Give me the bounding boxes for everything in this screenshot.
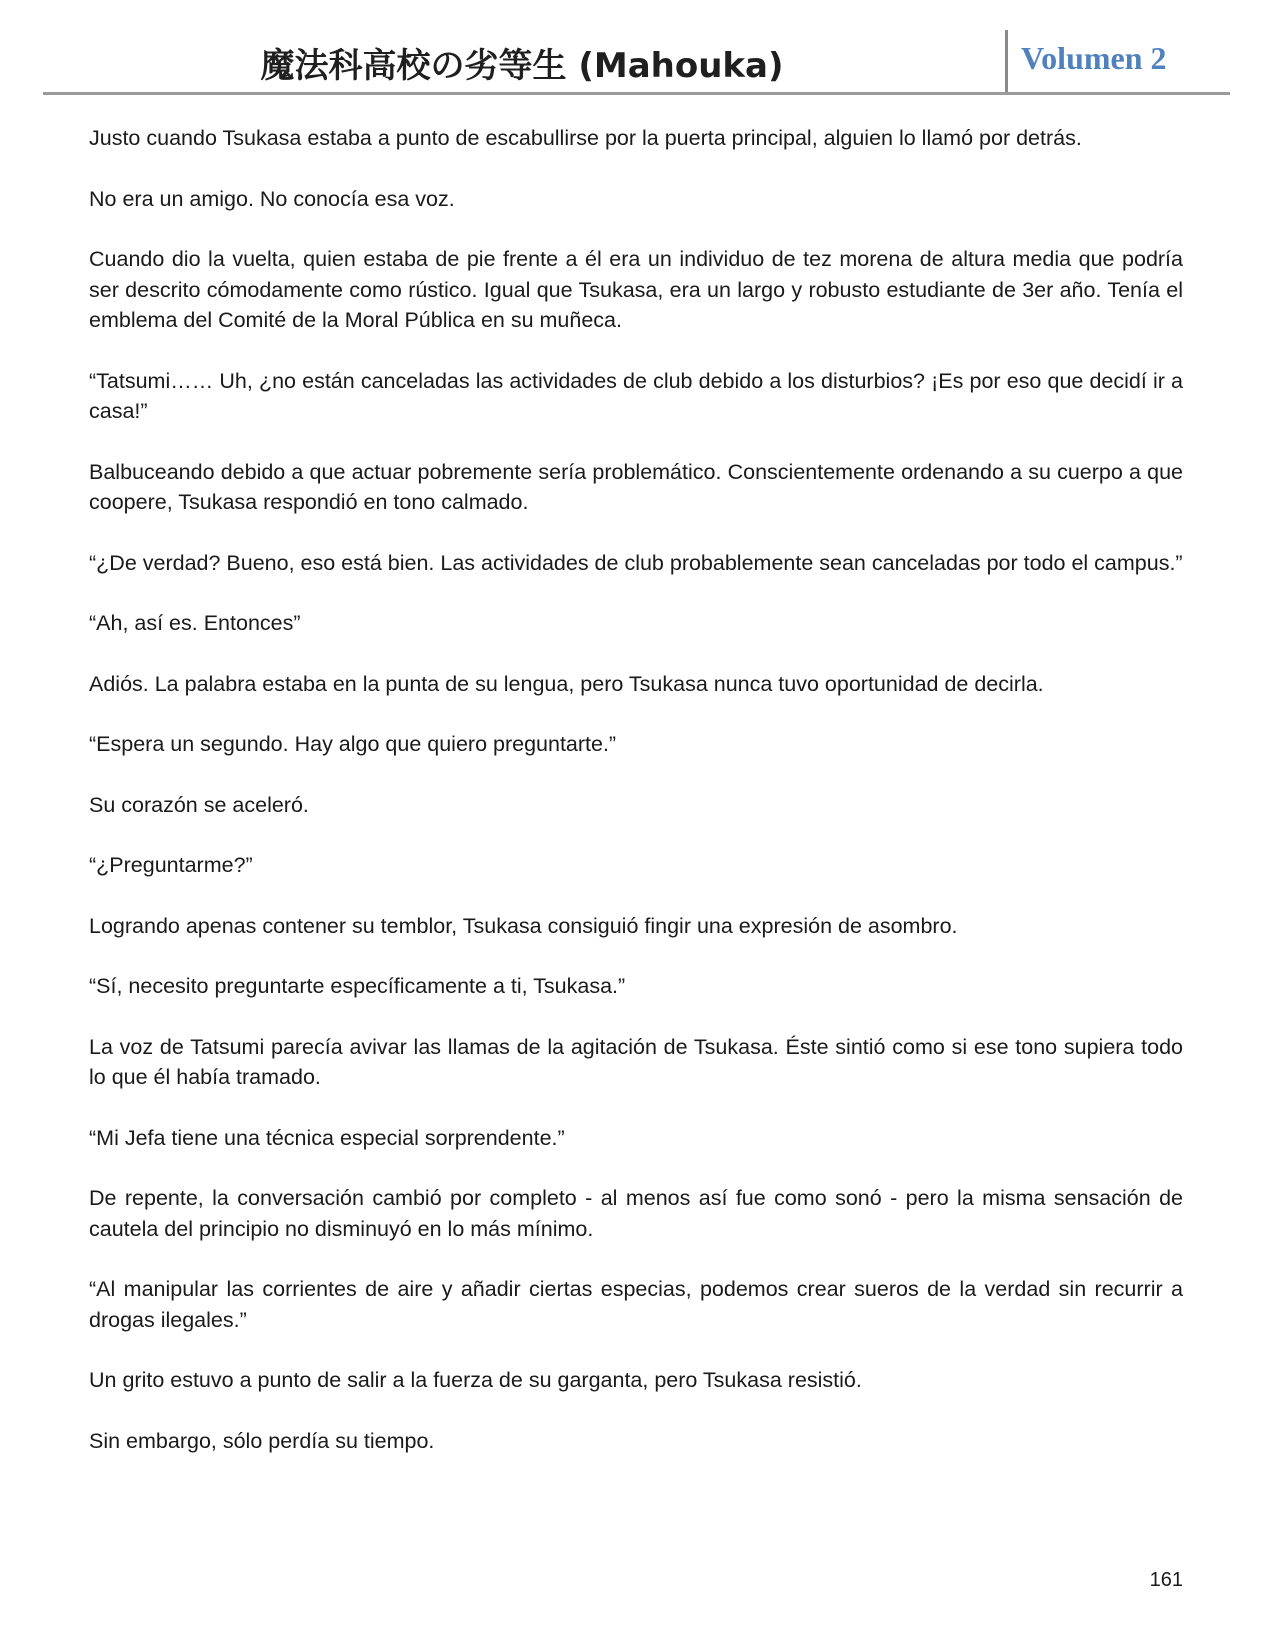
paragraph: De repente, la conversación cambió por completo - al menos así fue como sonó - pero la misma sensación de cautela del principio no disminuyó en lo más mínimo. [89, 1186, 1183, 1241]
paragraph: Su corazón se aceleró. [89, 792, 309, 817]
paragraph: “¿De verdad? Bueno, eso está bien. Las actividades de club probablemente sean canceladas por todo el campus.” [89, 550, 1183, 575]
paragraph: Cuando dio la vuelta, quien estaba de pie frente a él era un individuo de tez morena de altura media que podría ser descrito cómodamente como rústico. Igual que Tsukasa, era un largo y robusto estudiante de 3er año. Tenía el emblema del Comité de la Moral Pública en su muñeca. [89, 247, 1183, 332]
header-rule [43, 92, 1230, 95]
header-divider [1005, 30, 1008, 92]
page-header [43, 28, 1230, 94]
paragraph: “Al manipular las corrientes de aire y añadir ciertas especias, podemos crear sueros de la verdad sin recurrir a drogas ilegales.” [89, 1277, 1183, 1332]
page-number: 161 [1149, 1569, 1183, 1591]
paragraph: “Espera un segundo. Hay algo que quiero preguntarte.” [89, 732, 617, 756]
paragraph: Sin embargo, sólo perdía su tiempo. [89, 1428, 435, 1453]
paragraph: “¿Preguntarme?” [89, 853, 253, 877]
body-text [89, 123, 1183, 1486]
paragraph: Un grito estuvo a punto de salir a la fuerza de su garganta, pero Tsukasa resistió. [89, 1368, 862, 1392]
paragraph: No era un amigo. No conocía esa voz. [89, 186, 455, 211]
paragraph: “Sí, necesito preguntarte específicamente a ti, Tsukasa.” [89, 974, 626, 998]
book-title: 魔法科高校の劣等生 (Mahouka) [260, 46, 784, 86]
paragraph: “Ah, así es. Entonces” [89, 611, 301, 635]
paragraph: “Tatsumi…… Uh, ¿no están canceladas las actividades de club debido a los disturbios? ¡Es por eso que decidí ir a casa!” [89, 368, 1183, 423]
paragraph: “Mi Jefa tiene una técnica especial sorprendente.” [89, 1125, 565, 1150]
volume-label: Volumen 2 [1021, 40, 1167, 76]
paragraph: Adiós. La palabra estaba en la punta de su lengua, pero Tsukasa nunca tuvo oportunidad de decirla. [89, 671, 1044, 696]
paragraph: Justo cuando Tsukasa estaba a punto de escabullirse por la puerta principal, alguien lo llamó por detrás. [89, 126, 1082, 150]
paragraph: Logrando apenas contener su temblor, Tsukasa consiguió fingir una expresión de asombro. [89, 913, 958, 938]
paragraph: Balbuceando debido a que actuar pobremente sería problemático. Conscientemente ordenando a su cuerpo a que coopere, Tsukasa respondió en tono calmado. [89, 459, 1183, 514]
paragraph: La voz de Tatsumi parecía avivar las llamas de la agitación de Tsukasa. Éste sintió como si ese tono supiera todo lo que él había tramado. [89, 1034, 1183, 1089]
